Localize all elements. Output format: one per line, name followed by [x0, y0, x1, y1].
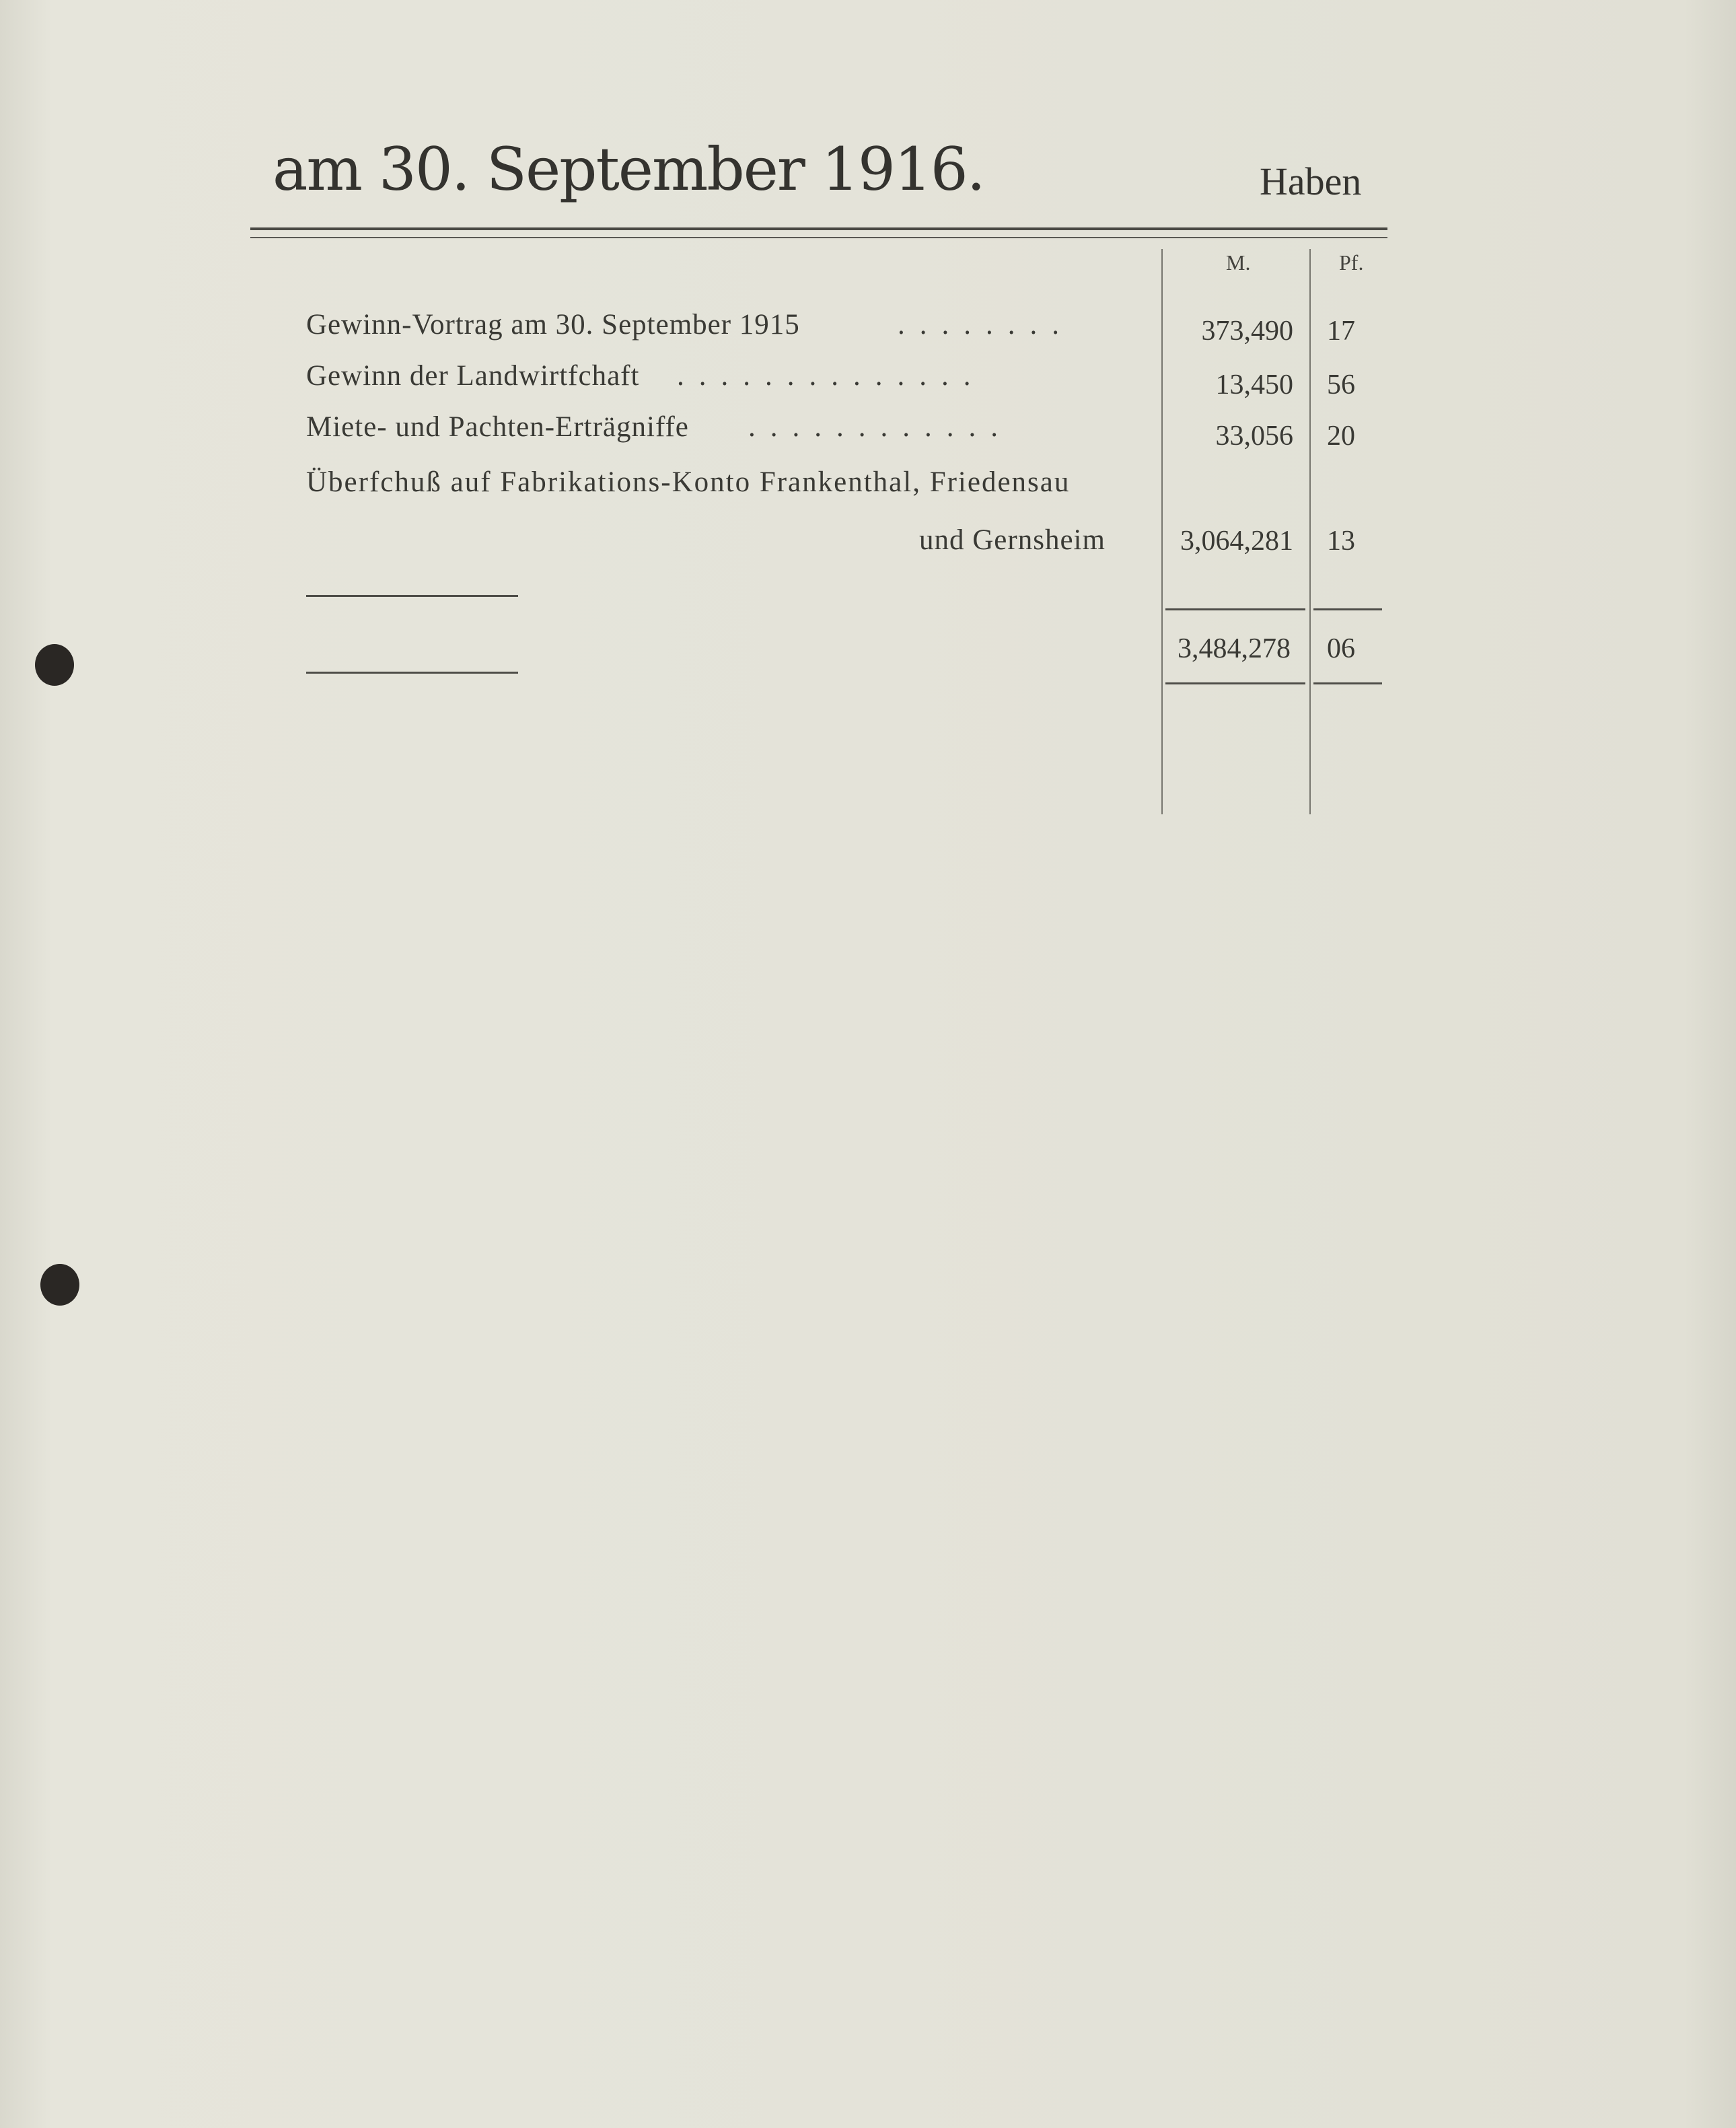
left-short-rule-top — [306, 595, 518, 597]
entry-mark: 3,064,281 — [1180, 526, 1293, 557]
leader-dots: ............ — [748, 411, 1013, 443]
entry-label-continued: und Gernsheim — [919, 524, 1106, 556]
entry-pfennig: 56 — [1327, 369, 1355, 400]
sum-rule-mark-bottom — [1165, 682, 1305, 684]
sum-rule-pf-bottom — [1313, 682, 1382, 684]
total-mark: 3,484,278 — [1178, 633, 1291, 664]
page-title: am 30. September 1916. — [273, 135, 984, 204]
column-header-mark: M. — [1226, 250, 1251, 275]
entry-label: Gewinn der Landwirtfchaft — [306, 360, 640, 392]
leader-dots: .............. — [677, 360, 986, 392]
sum-rule-mark-top — [1165, 608, 1305, 610]
left-short-rule-bottom — [306, 672, 518, 674]
total-pfennig: 06 — [1327, 633, 1355, 664]
header-rule-thin — [250, 237, 1387, 238]
entry-pfennig: 17 — [1327, 316, 1355, 347]
entry-mark: 33,056 — [1215, 421, 1293, 452]
leader-dots: ........ — [898, 309, 1074, 341]
column-header-pfennig: Pf. — [1339, 250, 1364, 275]
header-rule-thick — [250, 227, 1387, 230]
entry-pfennig: 13 — [1327, 526, 1355, 557]
entry-pfennig: 20 — [1327, 421, 1355, 452]
entry-label: Überfchuß auf Fabrikations-Konto Frankenthal, Friedensau — [306, 466, 1071, 498]
entry-label: Gewinn-Vortrag am 30. September 1915 — [306, 309, 800, 341]
entry-mark: 373,490 — [1201, 316, 1293, 347]
column-divider-right — [1309, 249, 1311, 814]
entry-label: Miete- und Pachten-Erträgniffe — [306, 411, 689, 443]
side-label-haben: Haben — [1260, 159, 1362, 203]
punch-hole-bottom — [40, 1264, 79, 1306]
entry-mark: 13,450 — [1215, 369, 1293, 400]
sum-rule-pf-top — [1313, 608, 1382, 610]
punch-hole-top — [35, 644, 74, 686]
